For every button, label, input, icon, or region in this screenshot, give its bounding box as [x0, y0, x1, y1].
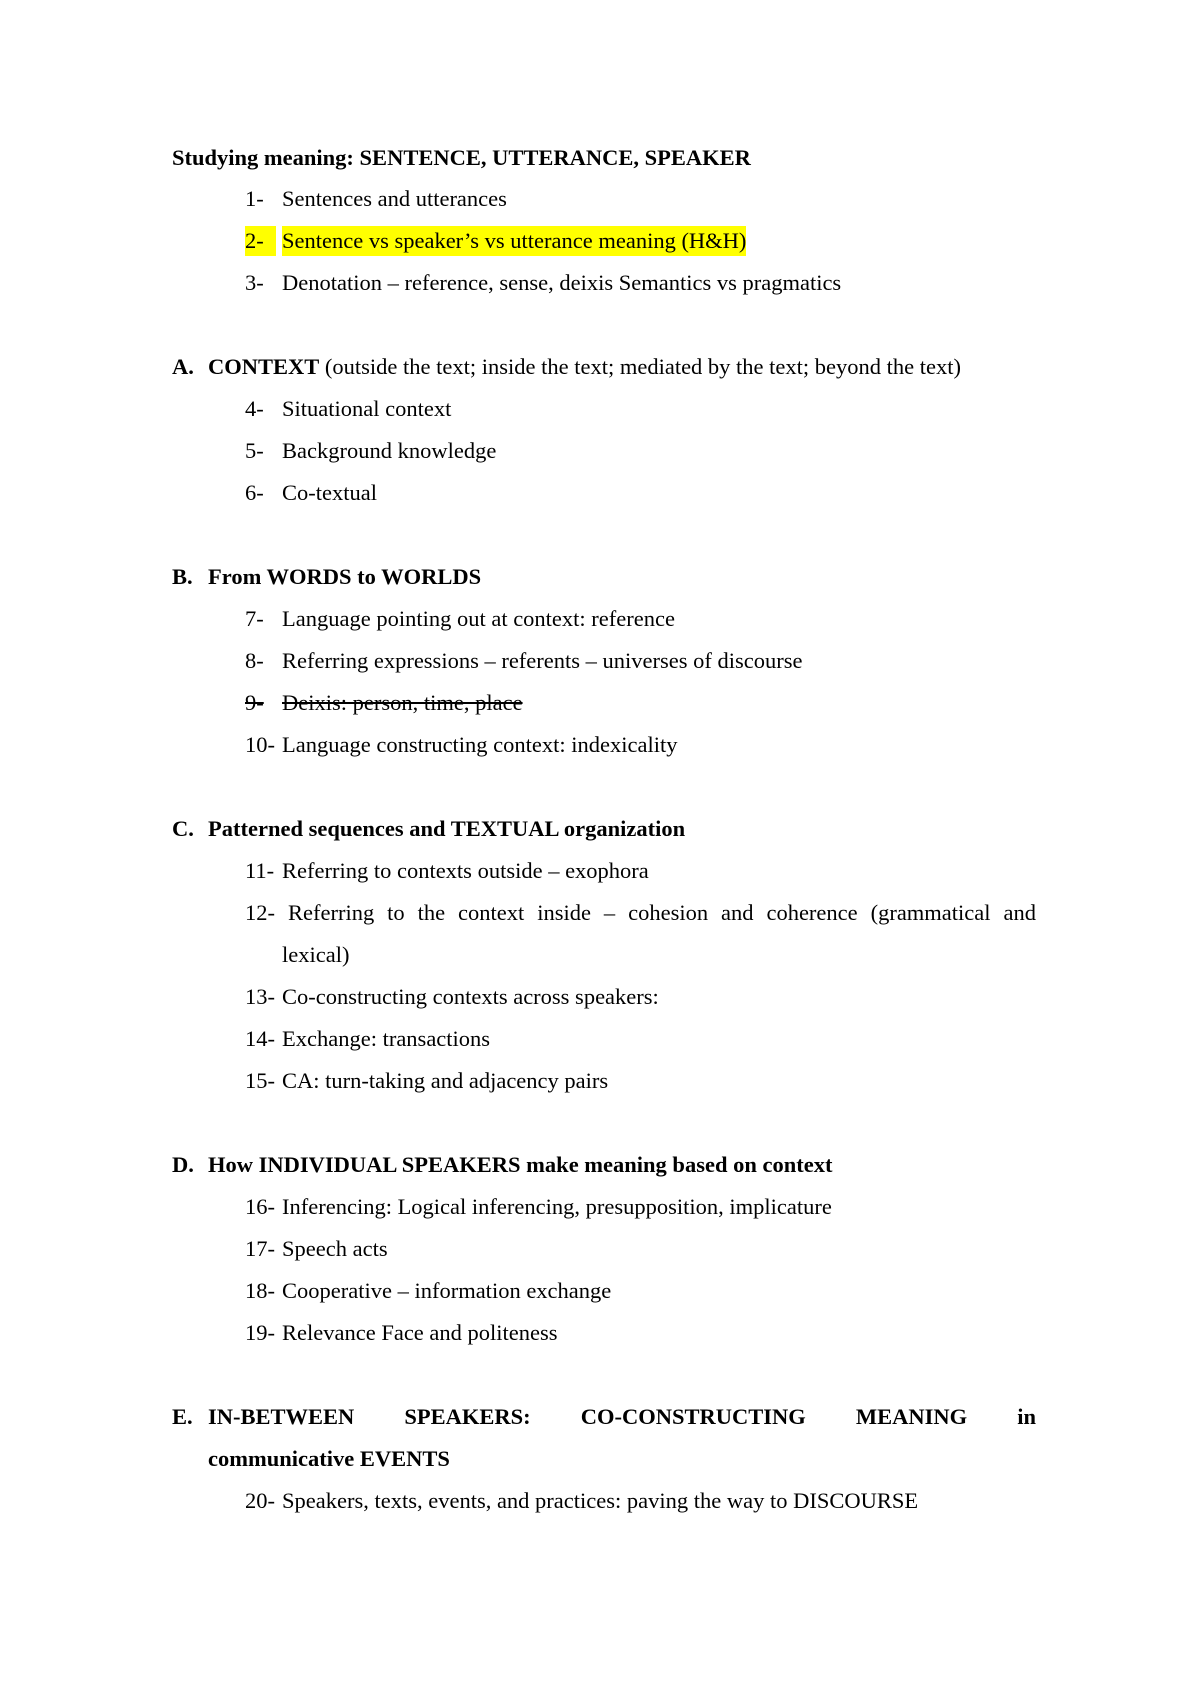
list-item: Background knowledge — [282, 438, 497, 463]
section-heading: How INDIVIDUAL SPEAKERS make meaning based on context — [208, 1152, 833, 1177]
heading-word: in — [1017, 1404, 1036, 1429]
word: and — [1003, 900, 1036, 925]
section-letter: E. — [172, 1404, 193, 1429]
word: Referring — [288, 900, 375, 925]
word: to — [387, 900, 405, 925]
page-title: Studying meaning: SENTENCE, UTTERANCE, SPEAKER — [172, 145, 751, 170]
list-item: Language constructing context: indexicality — [282, 732, 678, 757]
list-item-number: 4- — [245, 396, 264, 421]
list-item-number: 12- — [245, 900, 275, 925]
highlighted-list-item: Sentence vs speaker’s vs utterance meaning (H&H) — [282, 226, 746, 256]
list-item: Language pointing out at context: reference — [282, 606, 675, 631]
list-item-number: 18- — [245, 1278, 275, 1303]
list-item: Situational context — [282, 396, 452, 421]
word: – — [603, 900, 616, 925]
heading-word: SPEAKERS: — [404, 1404, 531, 1429]
list-item-continuation: lexical) — [282, 942, 350, 967]
list-item-number: 10- — [245, 732, 275, 757]
section-heading-bold: CONTEXT — [208, 354, 320, 379]
heading-word: CO-CONSTRUCTING — [580, 1404, 806, 1429]
list-item: Inferencing: Logical inferencing, presupposition, implicature — [282, 1194, 832, 1219]
word: and — [721, 900, 754, 925]
list-item: Co-constructing contexts across speakers: — [282, 984, 659, 1009]
list-item-number: 8- — [245, 648, 264, 673]
list-item-number: 14- — [245, 1026, 275, 1051]
list-item-number: 15- — [245, 1068, 275, 1093]
section-letter: A. — [172, 354, 194, 379]
list-item-number: 11- — [245, 858, 275, 883]
section-heading-rest: (outside the text; inside the text; mediated by the text; beyond the text) — [319, 354, 961, 379]
section-letter: B. — [172, 564, 193, 589]
list-item-number: 2- — [245, 226, 276, 256]
word: (grammatical — [870, 900, 991, 925]
list-item-number: 5- — [245, 438, 264, 463]
list-item-number: 7- — [245, 606, 264, 631]
list-item: Co-textual — [282, 480, 377, 505]
list-item: Referring to contexts outside – exophora — [282, 858, 649, 883]
list-item: Relevance Face and politeness — [282, 1320, 558, 1345]
list-item-number: 1- — [245, 186, 264, 211]
section-heading — [208, 352, 961, 382]
word: cohesion — [628, 900, 709, 925]
section-heading: From WORDS to WORLDS — [208, 564, 482, 589]
word: context — [458, 900, 525, 925]
list-item-number: 13- — [245, 984, 275, 1009]
list-item-number: 6- — [245, 480, 264, 505]
section-heading — [208, 1402, 1036, 1432]
word: coherence — [766, 900, 858, 925]
list-item-number: 3- — [245, 270, 264, 295]
section-letter: D. — [172, 1152, 194, 1177]
list-item — [288, 898, 1036, 928]
section-heading: Patterned sequences and TEXTUAL organization — [208, 816, 686, 841]
list-item: Speech acts — [282, 1236, 388, 1261]
word: inside — [537, 900, 591, 925]
list-item: Speakers, texts, events, and practices: paving the way to DISCOURSE — [282, 1488, 919, 1513]
list-item-number: 16- — [245, 1194, 275, 1219]
struck-list-item: Deixis: person, time, place — [282, 690, 523, 715]
list-item: Denotation – reference, sense, deixis Semantics vs pragmatics — [282, 270, 842, 295]
list-item: Referring expressions – referents – universes of discourse — [282, 648, 803, 673]
list-item: CA: turn-taking and adjacency pairs — [282, 1068, 609, 1093]
list-item: Exchange: transactions — [282, 1026, 491, 1051]
word: the — [417, 900, 446, 925]
list-item: Cooperative – information exchange — [282, 1278, 612, 1303]
list-item-number: 9- — [245, 690, 264, 715]
list-item-number: 17- — [245, 1236, 275, 1261]
heading-word: IN-BETWEEN — [208, 1404, 355, 1429]
section-heading-continuation: communicative EVENTS — [208, 1446, 450, 1471]
section-letter: C. — [172, 816, 194, 841]
heading-word: MEANING — [855, 1404, 968, 1429]
list-item: Sentences and utterances — [282, 186, 507, 211]
list-item-number: 20- — [245, 1488, 275, 1513]
list-item-number: 19- — [245, 1320, 275, 1345]
